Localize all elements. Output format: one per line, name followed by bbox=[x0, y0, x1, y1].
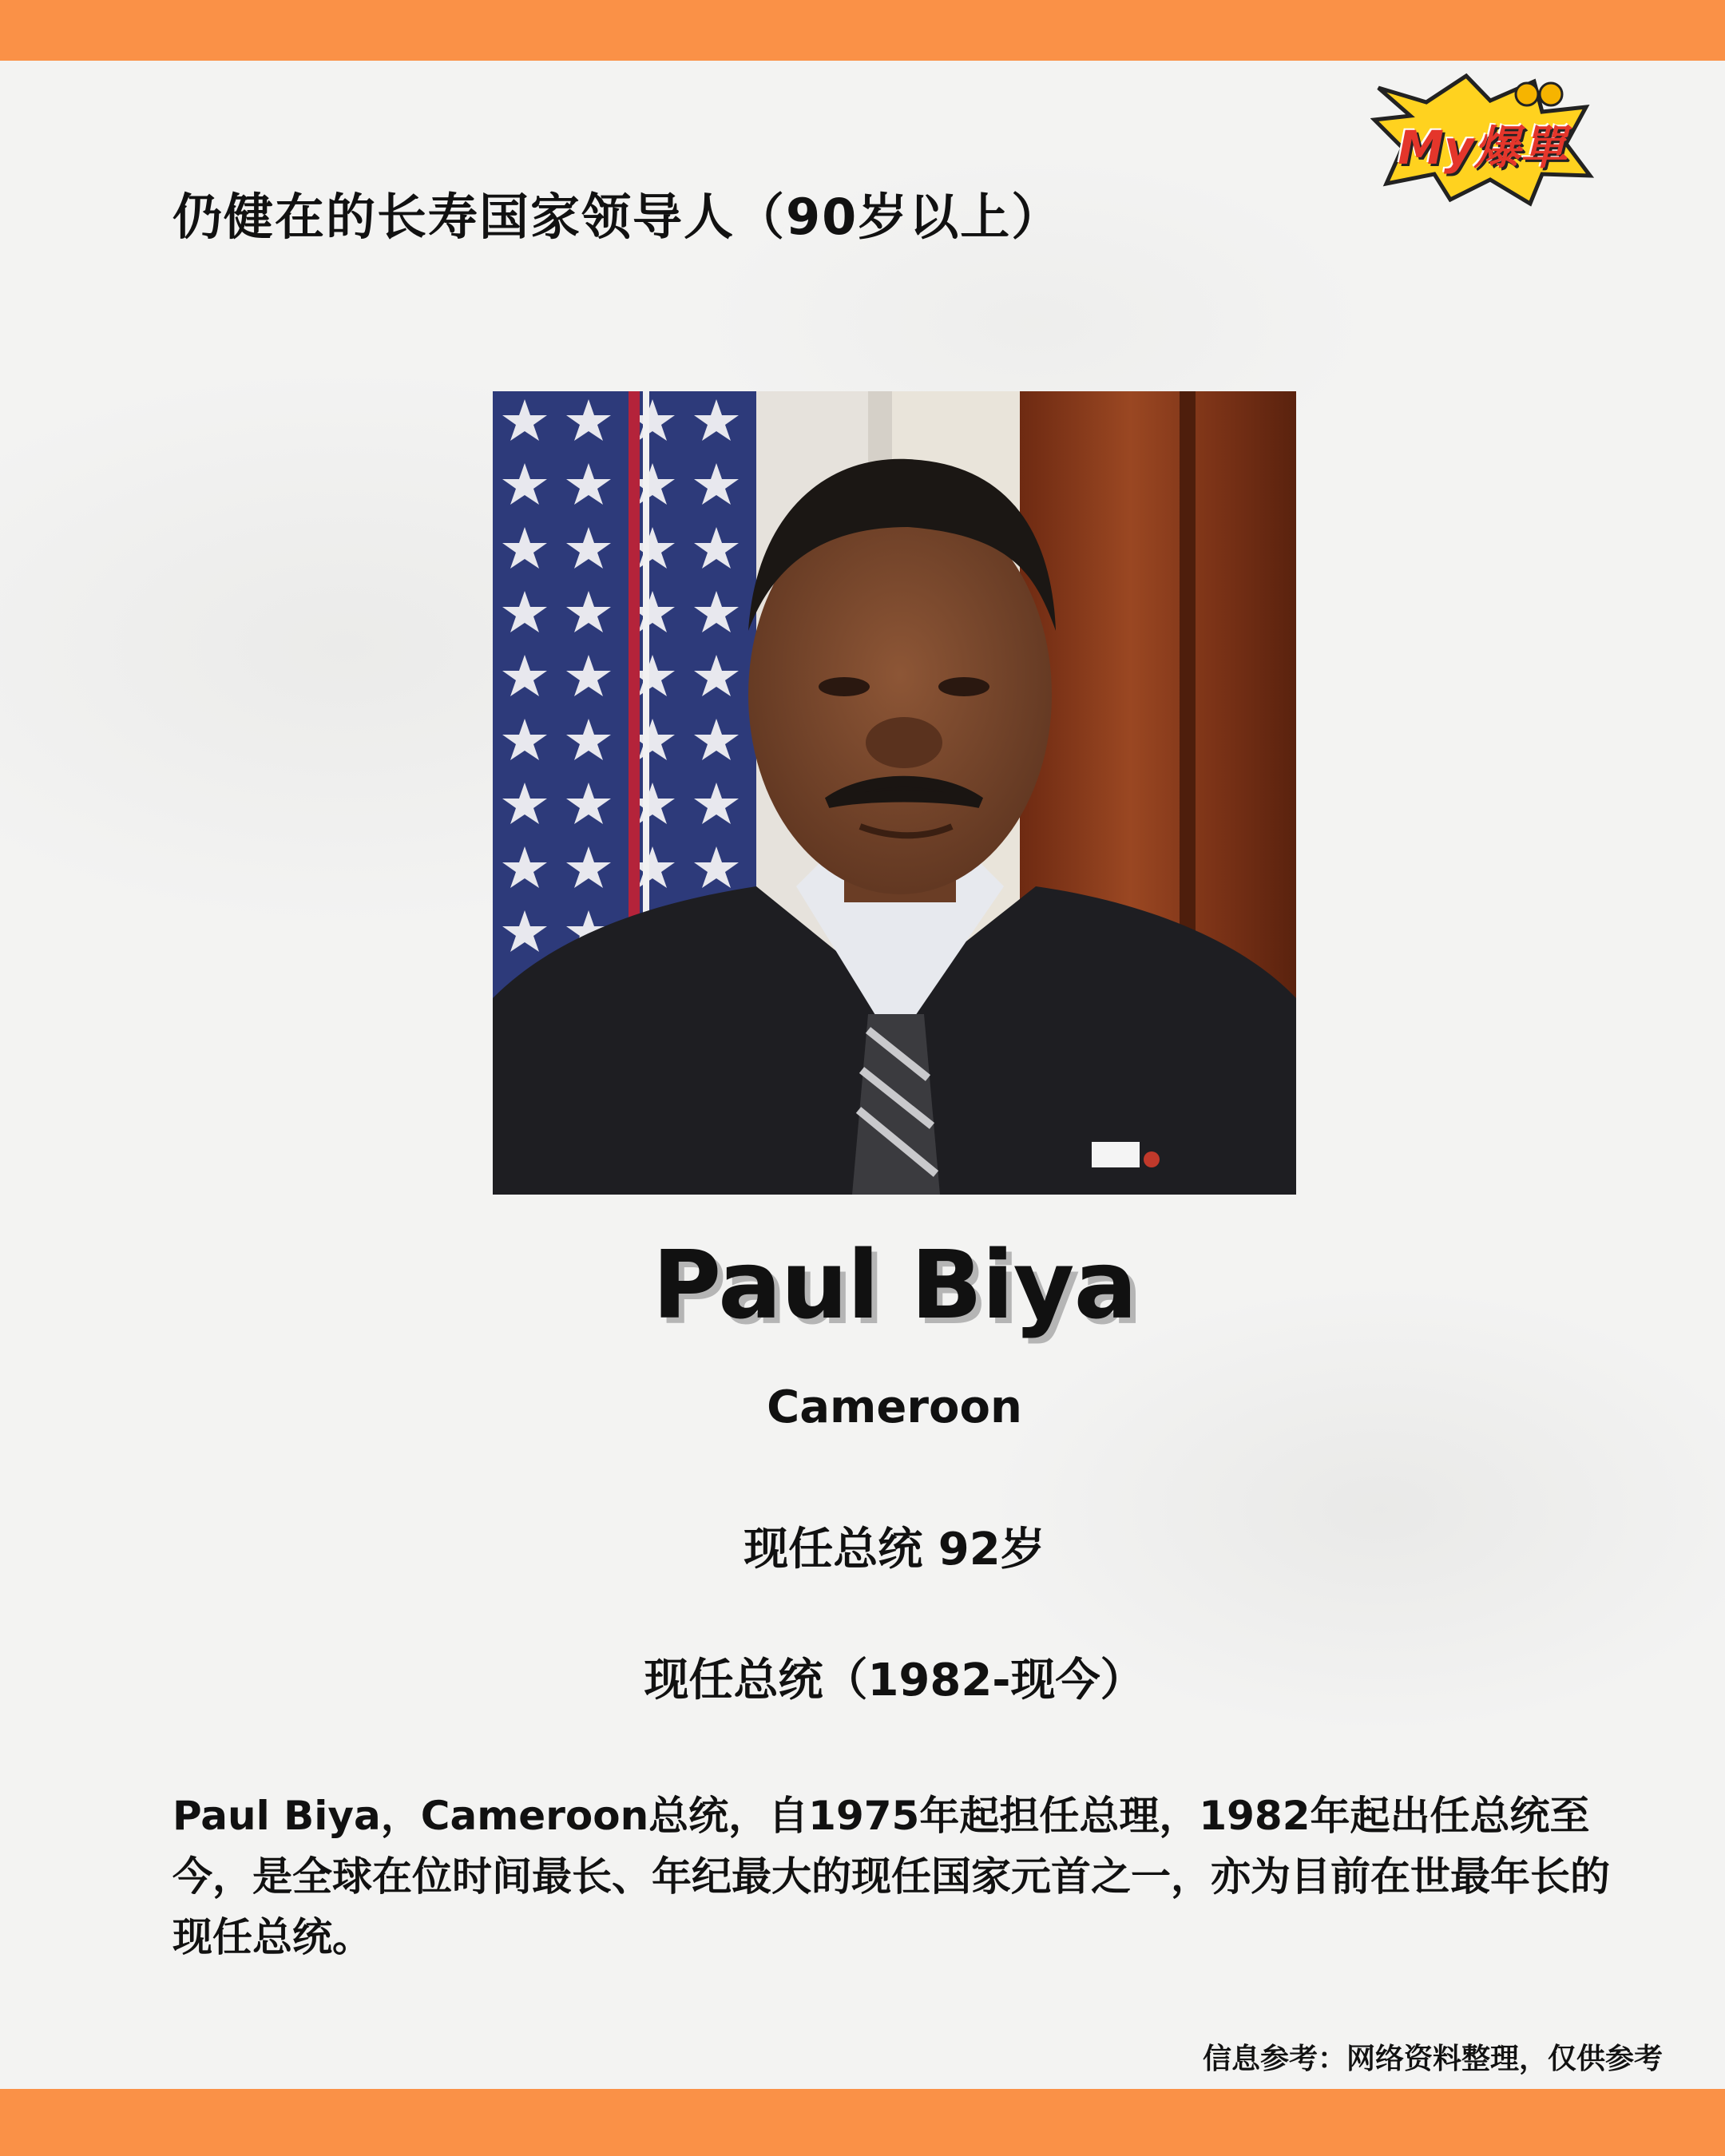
portrait-photo bbox=[493, 391, 1296, 1195]
bio-paragraph: Paul Biya，Cameroon总统，自1975年起担任总理，1982年起出任总统至今，是全球在位时间最长、年纪最大的现任国家元首之一，亦为目前在世最年长的现任总统。 bbox=[172, 1793, 1610, 1960]
page-title: 仍健在的长寿国家领导人（90岁以上） bbox=[172, 188, 1063, 246]
person-name: Paul Biya bbox=[652, 1230, 1137, 1340]
country-label: Cameroon bbox=[767, 1381, 1022, 1433]
bottom-orange-band bbox=[0, 2089, 1725, 2156]
brand-logo bbox=[1370, 72, 1594, 208]
source-footnote: 信息参考：网络资料整理，仅供参考 bbox=[1202, 2043, 1663, 2075]
logo-text: My爆單 bbox=[1398, 121, 1567, 175]
term-label: 现任总统（1982-现今） bbox=[644, 1655, 1145, 1706]
portrait-illustration bbox=[493, 391, 1296, 1195]
top-orange-band bbox=[0, 0, 1725, 61]
role-age-label: 现任总统 92岁 bbox=[744, 1524, 1045, 1575]
